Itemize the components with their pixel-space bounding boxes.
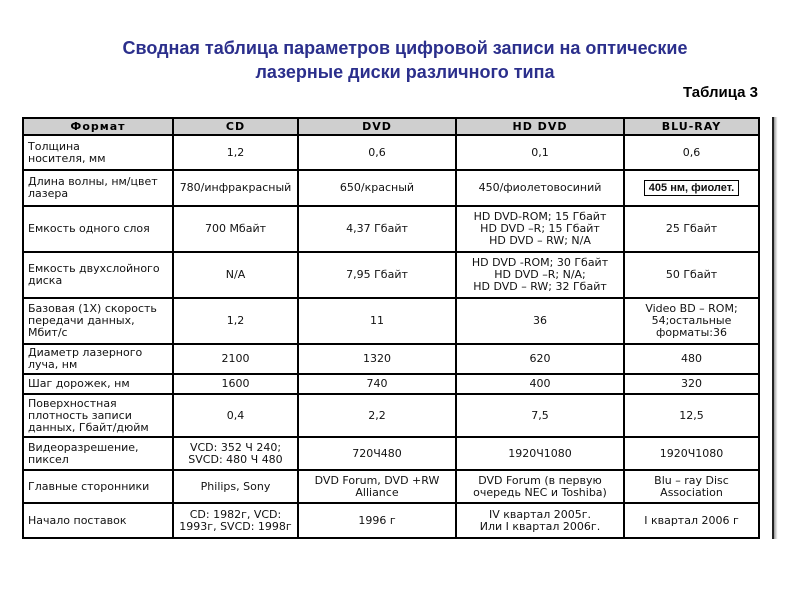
hddvd-cell bbox=[457, 299, 623, 343]
hddvd-cell bbox=[457, 345, 623, 373]
table-row bbox=[24, 395, 758, 436]
table-row bbox=[24, 471, 758, 502]
cell-line: VCD: 352 Ч 240; bbox=[189, 440, 282, 454]
cell-line: HD DVD – RW; N/A bbox=[489, 234, 591, 247]
cell-line: 1993г, SVCD: 1998г bbox=[179, 519, 292, 533]
cell-line: 740 bbox=[366, 377, 388, 390]
cell-line: DVD Forum, DVD +RW bbox=[314, 473, 440, 487]
cd-cell bbox=[174, 253, 297, 297]
bluray-cell bbox=[625, 395, 758, 436]
cd-cell bbox=[174, 471, 297, 502]
hddvd-cell bbox=[457, 253, 623, 297]
dvd-cell bbox=[299, 299, 455, 343]
header-cd: CD bbox=[174, 119, 297, 134]
cell-line: Видеоразрешение, bbox=[28, 440, 139, 454]
cell-line: 0,6 bbox=[682, 145, 701, 159]
cell-line: 50 Гбайт bbox=[665, 268, 718, 281]
cell-line: N/A bbox=[225, 268, 246, 281]
table-row bbox=[24, 345, 758, 373]
hddvd-cell bbox=[457, 171, 623, 205]
dvd-cell bbox=[299, 395, 455, 436]
cell-line: 780/инфракрасный bbox=[179, 181, 292, 194]
param-cell bbox=[24, 375, 172, 393]
cell-line: передачи данных, bbox=[28, 314, 135, 327]
cell-line: 2100 bbox=[221, 352, 250, 365]
right-edge-decoration bbox=[772, 117, 780, 539]
cell-line: данных, Гбайт/дюйм bbox=[28, 420, 149, 434]
cd-cell bbox=[174, 171, 297, 205]
table-row bbox=[24, 504, 758, 537]
cell-line: пиксел bbox=[28, 452, 69, 466]
cell-line: 12,5 bbox=[679, 408, 704, 422]
cd-cell bbox=[174, 375, 297, 393]
cell-line: 620 bbox=[529, 352, 551, 365]
cell-line: плотность записи bbox=[28, 408, 132, 422]
cell-line: 4,37 Гбайт bbox=[346, 222, 408, 235]
param-cell bbox=[24, 504, 172, 537]
cd-cell bbox=[174, 299, 297, 343]
param-cell bbox=[24, 253, 172, 297]
cell-line: HD DVD -ROM; 30 Гбайт bbox=[471, 256, 609, 269]
hddvd-cell bbox=[457, 471, 623, 502]
header-row bbox=[24, 119, 758, 134]
header-hddvd: HD DVD bbox=[457, 119, 623, 134]
cell-line: IV квартал 2005г. bbox=[488, 507, 592, 521]
hddvd-cell bbox=[457, 395, 623, 436]
table-row bbox=[24, 136, 758, 169]
bluray-cell bbox=[625, 438, 758, 469]
hddvd-cell bbox=[457, 438, 623, 469]
table-row bbox=[24, 299, 758, 343]
header-format: Формат bbox=[24, 119, 172, 134]
hddvd-cell bbox=[457, 136, 623, 169]
bluray-cell bbox=[625, 504, 758, 537]
cell-line: 450/фиолетовосиний bbox=[478, 181, 602, 194]
cell-line: лазера bbox=[28, 187, 69, 200]
cell-line: 25 Гбайт bbox=[665, 222, 718, 235]
param-cell bbox=[24, 438, 172, 469]
param-cell bbox=[24, 171, 172, 205]
cell-line: DVD Forum (в первую bbox=[478, 473, 602, 487]
cell-line: 0,4 bbox=[226, 408, 245, 422]
cell-line: SVCD: 480 Ч 480 bbox=[188, 452, 283, 466]
cell-line: 1920Ч1080 bbox=[659, 446, 724, 460]
cell-line: Video BD – ROM; bbox=[645, 302, 738, 315]
cell-line: 320 bbox=[681, 377, 702, 390]
dvd-cell bbox=[299, 207, 455, 251]
cell-line: 720Ч480 bbox=[352, 446, 402, 460]
bluray-cell bbox=[625, 471, 758, 502]
cell-line: HD DVD –R; 15 Гбайт bbox=[480, 222, 600, 235]
title-line-1: Сводная таблица параметров цифровой записи на оптические bbox=[122, 38, 688, 58]
bluray-cell bbox=[625, 253, 758, 297]
dvd-cell bbox=[299, 375, 455, 393]
cell-line: HD DVD – RW; 32 Гбайт bbox=[473, 280, 607, 293]
cell-line: I квартал 2006 г bbox=[644, 513, 739, 527]
cell-line: Blu – ray Disc bbox=[654, 473, 729, 487]
table-row bbox=[24, 438, 758, 469]
cell-line: Мбит/с bbox=[28, 326, 68, 339]
cell-line: 2,2 bbox=[368, 408, 386, 422]
cell-line: 400 bbox=[529, 377, 551, 390]
table-row bbox=[24, 207, 758, 251]
cell-line: носителя, мм bbox=[28, 151, 106, 165]
cd-cell bbox=[174, 207, 297, 251]
dvd-cell bbox=[299, 253, 455, 297]
param-cell bbox=[24, 471, 172, 502]
param-cell bbox=[24, 395, 172, 436]
cell-line: Шаг дорожек, нм bbox=[28, 377, 130, 390]
bluray-cell bbox=[625, 171, 758, 205]
cell-line: 0,6 bbox=[368, 145, 386, 159]
table-row bbox=[24, 171, 758, 205]
cell-line: 480 bbox=[681, 352, 702, 365]
cell-line: Базовая (1Х) скорость bbox=[28, 302, 157, 315]
cd-cell bbox=[174, 345, 297, 373]
cell-line: Емкость одного слоя bbox=[28, 222, 150, 235]
param-cell bbox=[24, 299, 172, 343]
dvd-cell bbox=[299, 471, 455, 502]
dvd-cell bbox=[299, 504, 455, 537]
highlight-label: 405 нм, фиолет. bbox=[644, 180, 739, 196]
param-cell bbox=[24, 207, 172, 251]
table-row bbox=[24, 253, 758, 297]
cell-line bbox=[629, 180, 754, 196]
cell-line: форматы:36 bbox=[656, 326, 727, 339]
cell-line: 36 bbox=[533, 314, 547, 327]
cell-line: Длина волны, нм/цвет bbox=[28, 175, 158, 188]
table-frame bbox=[22, 117, 760, 539]
header-dvd: DVD bbox=[299, 119, 455, 134]
cell-line: CD: 1982г, VCD: bbox=[189, 507, 282, 521]
cd-cell bbox=[174, 136, 297, 169]
cell-line: Alliance bbox=[355, 485, 399, 499]
param-cell bbox=[24, 136, 172, 169]
cell-line: 700 Мбайт bbox=[204, 222, 267, 235]
hddvd-cell bbox=[457, 207, 623, 251]
cell-line: луча, нм bbox=[28, 358, 78, 371]
bluray-cell bbox=[625, 375, 758, 393]
header-bluray: BLU-RAY bbox=[625, 119, 758, 134]
hddvd-cell bbox=[457, 375, 623, 393]
cell-line: Диаметр лазерного bbox=[28, 346, 143, 359]
bluray-cell bbox=[625, 345, 758, 373]
cell-line: очередь NEC и Toshiba) bbox=[473, 485, 607, 499]
cell-line: 1320 bbox=[363, 352, 391, 365]
cell-line: Association bbox=[660, 485, 723, 499]
cell-line: 1600 bbox=[221, 377, 250, 390]
title-line-2: лазерные диски различного типа bbox=[255, 62, 555, 82]
cell-line: Поверхностная bbox=[28, 396, 117, 410]
cell-line: 1920Ч1080 bbox=[508, 446, 572, 460]
cell-line: 7,5 bbox=[531, 408, 549, 422]
cell-line: Главные сторонники bbox=[28, 479, 150, 493]
table-row bbox=[24, 375, 758, 393]
cd-cell bbox=[174, 395, 297, 436]
cd-cell bbox=[174, 438, 297, 469]
dvd-cell bbox=[299, 438, 455, 469]
cd-cell bbox=[174, 504, 297, 537]
param-cell bbox=[24, 345, 172, 373]
cell-line: Толщина bbox=[28, 139, 80, 153]
page-title bbox=[40, 36, 770, 84]
cell-line: 650/красный bbox=[339, 181, 415, 194]
cell-line: 1,2 bbox=[226, 145, 245, 159]
cell-line: HD DVD –R; N/A; bbox=[494, 268, 586, 281]
bluray-cell bbox=[625, 136, 758, 169]
bluray-cell bbox=[625, 299, 758, 343]
cell-line: Начало поставок bbox=[28, 513, 127, 527]
dvd-cell bbox=[299, 171, 455, 205]
cell-line: 54;остальные bbox=[651, 314, 732, 327]
bluray-cell bbox=[625, 207, 758, 251]
parameters-table bbox=[22, 117, 760, 539]
cell-line: Или I квартал 2006г. bbox=[479, 519, 601, 533]
table-label: Таблица 3 bbox=[682, 84, 758, 101]
dvd-cell bbox=[299, 345, 455, 373]
cell-line: HD DVD-ROM; 15 Гбайт bbox=[473, 210, 607, 223]
cell-line: диска bbox=[28, 274, 63, 287]
cell-line: 0,1 bbox=[531, 145, 549, 159]
cell-line: 1,2 bbox=[226, 314, 245, 327]
cell-line: Емкость двухслойного bbox=[28, 262, 160, 275]
dvd-cell bbox=[299, 136, 455, 169]
hddvd-cell bbox=[457, 504, 623, 537]
cell-line: 1996 г bbox=[358, 513, 396, 527]
cell-line: 11 bbox=[370, 314, 384, 327]
cell-line: Philips, Sony bbox=[200, 479, 271, 493]
cell-line: 7,95 Гбайт bbox=[346, 268, 408, 281]
